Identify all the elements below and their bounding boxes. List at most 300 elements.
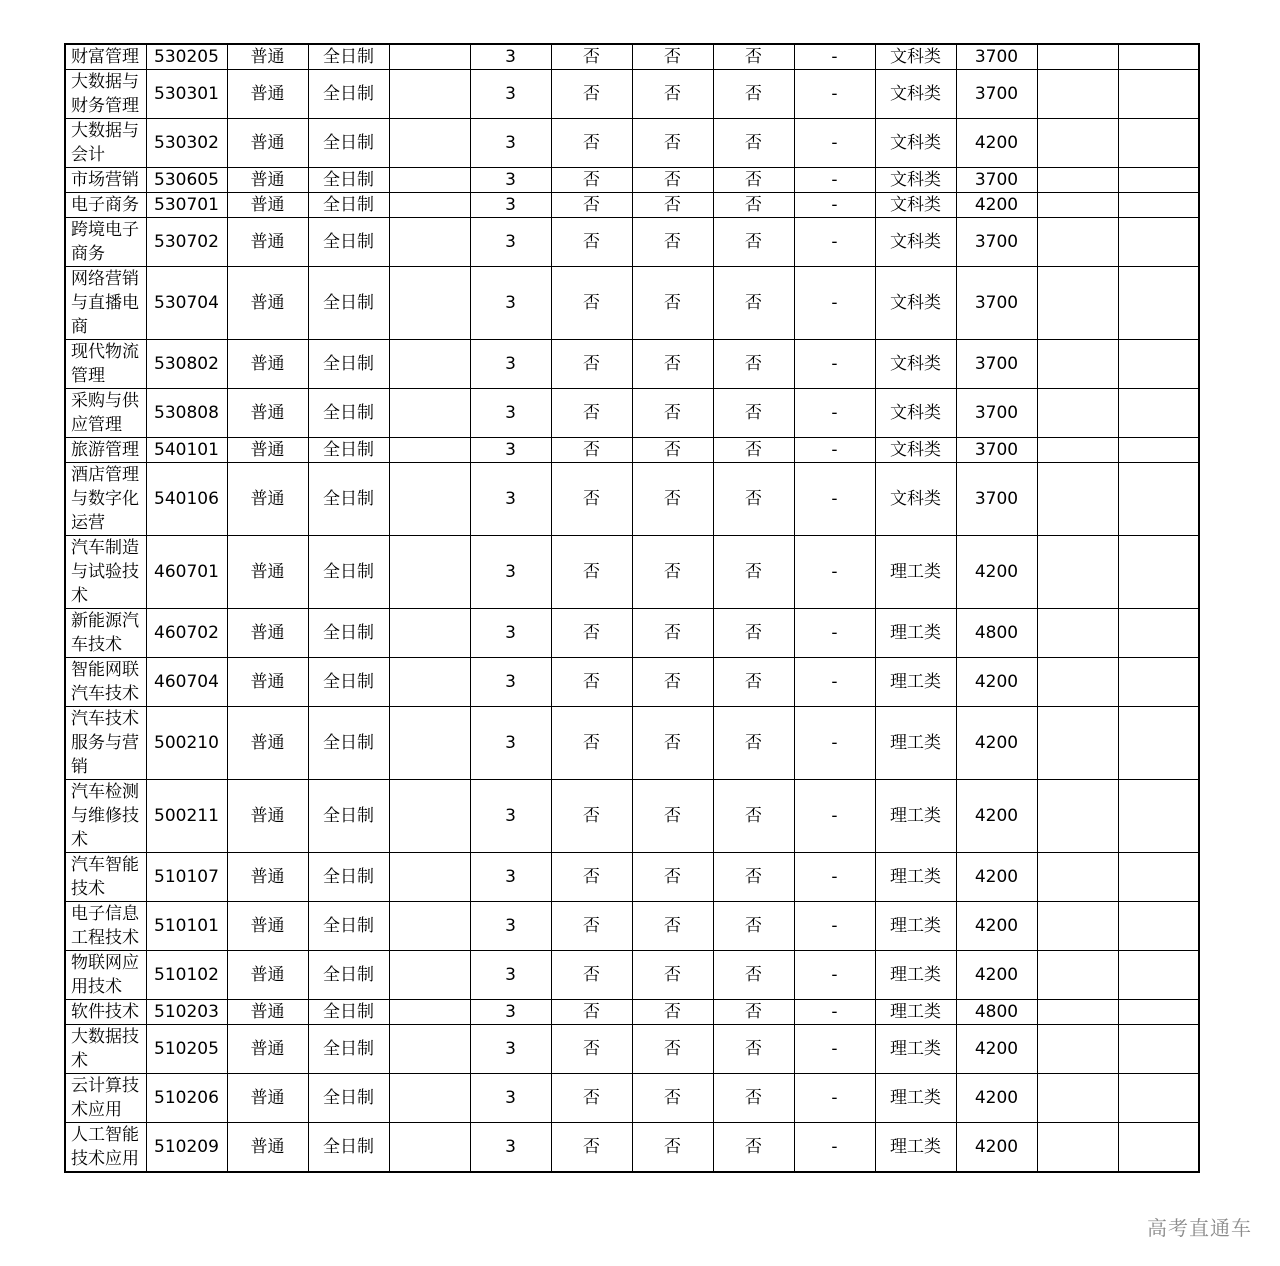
category-cell: 文科类 bbox=[875, 218, 956, 267]
extra1-cell bbox=[1037, 902, 1118, 951]
flag1-cell: 否 bbox=[551, 193, 632, 218]
program-type-cell: 普通 bbox=[227, 707, 308, 780]
program-type-cell: 普通 bbox=[227, 853, 308, 902]
flag1-cell: 否 bbox=[551, 609, 632, 658]
major-name-cell: 新能源汽车技术 bbox=[65, 609, 146, 658]
tuition-cell: 4800 bbox=[956, 609, 1037, 658]
duration-cell: 3 bbox=[470, 780, 551, 853]
category-cell: 理工类 bbox=[875, 707, 956, 780]
extra2-cell bbox=[1118, 1025, 1199, 1074]
flag1-cell: 否 bbox=[551, 438, 632, 463]
note-cell bbox=[389, 389, 470, 438]
flag2-cell: 否 bbox=[632, 218, 713, 267]
program-type-cell: 普通 bbox=[227, 267, 308, 340]
flag1-cell: 否 bbox=[551, 902, 632, 951]
extra2-cell bbox=[1118, 951, 1199, 1000]
flag3-cell: 否 bbox=[713, 44, 794, 70]
note-cell bbox=[389, 658, 470, 707]
major-code-cell: 510102 bbox=[146, 951, 227, 1000]
extra2-cell bbox=[1118, 340, 1199, 389]
tuition-cell: 4200 bbox=[956, 1025, 1037, 1074]
flag2-cell: 否 bbox=[632, 1123, 713, 1173]
flag1-cell: 否 bbox=[551, 658, 632, 707]
extra2-cell bbox=[1118, 1000, 1199, 1025]
table-row bbox=[65, 707, 1199, 780]
table-row bbox=[65, 1123, 1199, 1173]
tuition-cell: 3700 bbox=[956, 168, 1037, 193]
extra2-cell bbox=[1118, 389, 1199, 438]
tuition-cell: 4200 bbox=[956, 658, 1037, 707]
flag2-cell: 否 bbox=[632, 119, 713, 168]
category-cell: 理工类 bbox=[875, 609, 956, 658]
extra2-cell bbox=[1118, 438, 1199, 463]
flag3-cell: 否 bbox=[713, 340, 794, 389]
major-name-cell: 汽车智能技术 bbox=[65, 853, 146, 902]
table-row bbox=[65, 389, 1199, 438]
extra1-cell bbox=[1037, 340, 1118, 389]
flag3-cell: 否 bbox=[713, 1000, 794, 1025]
category-cell: 文科类 bbox=[875, 44, 956, 70]
extra2-cell bbox=[1118, 1074, 1199, 1123]
extra2-cell bbox=[1118, 609, 1199, 658]
study-mode-cell: 全日制 bbox=[308, 707, 389, 780]
flag1-cell: 否 bbox=[551, 119, 632, 168]
extra2-cell bbox=[1118, 70, 1199, 119]
note-cell bbox=[389, 1074, 470, 1123]
flag2-cell: 否 bbox=[632, 536, 713, 609]
major-code-cell: 510209 bbox=[146, 1123, 227, 1173]
major-code-cell: 540101 bbox=[146, 438, 227, 463]
dash-cell: - bbox=[794, 902, 875, 951]
program-type-cell: 普通 bbox=[227, 1025, 308, 1074]
duration-cell: 3 bbox=[470, 902, 551, 951]
study-mode-cell: 全日制 bbox=[308, 267, 389, 340]
tuition-cell: 4200 bbox=[956, 902, 1037, 951]
category-cell: 理工类 bbox=[875, 1000, 956, 1025]
extra1-cell bbox=[1037, 168, 1118, 193]
table-row bbox=[65, 340, 1199, 389]
flag3-cell: 否 bbox=[713, 168, 794, 193]
program-type-cell: 普通 bbox=[227, 609, 308, 658]
major-name-cell: 物联网应用技术 bbox=[65, 951, 146, 1000]
category-cell: 理工类 bbox=[875, 1123, 956, 1173]
flag2-cell: 否 bbox=[632, 438, 713, 463]
table-row bbox=[65, 438, 1199, 463]
duration-cell: 3 bbox=[470, 438, 551, 463]
major-name-cell: 软件技术 bbox=[65, 1000, 146, 1025]
flag3-cell: 否 bbox=[713, 1025, 794, 1074]
program-type-cell: 普通 bbox=[227, 168, 308, 193]
flag2-cell: 否 bbox=[632, 389, 713, 438]
dash-cell: - bbox=[794, 536, 875, 609]
major-name-cell: 汽车制造与试验技术 bbox=[65, 536, 146, 609]
duration-cell: 3 bbox=[470, 70, 551, 119]
major-name-cell: 市场营销 bbox=[65, 168, 146, 193]
extra1-cell bbox=[1037, 658, 1118, 707]
study-mode-cell: 全日制 bbox=[308, 119, 389, 168]
note-cell bbox=[389, 1123, 470, 1173]
dash-cell: - bbox=[794, 658, 875, 707]
flag2-cell: 否 bbox=[632, 853, 713, 902]
extra1-cell bbox=[1037, 218, 1118, 267]
major-code-cell: 510206 bbox=[146, 1074, 227, 1123]
flag3-cell: 否 bbox=[713, 609, 794, 658]
note-cell bbox=[389, 44, 470, 70]
flag3-cell: 否 bbox=[713, 1123, 794, 1173]
dash-cell: - bbox=[794, 168, 875, 193]
major-name-cell: 大数据技术 bbox=[65, 1025, 146, 1074]
tuition-cell: 3700 bbox=[956, 70, 1037, 119]
category-cell: 理工类 bbox=[875, 902, 956, 951]
flag3-cell: 否 bbox=[713, 438, 794, 463]
dash-cell: - bbox=[794, 438, 875, 463]
extra2-cell bbox=[1118, 218, 1199, 267]
duration-cell: 3 bbox=[470, 1074, 551, 1123]
flag1-cell: 否 bbox=[551, 267, 632, 340]
program-type-cell: 普通 bbox=[227, 119, 308, 168]
table-row bbox=[65, 902, 1199, 951]
flag2-cell: 否 bbox=[632, 44, 713, 70]
extra1-cell bbox=[1037, 44, 1118, 70]
major-name-cell: 云计算技术应用 bbox=[65, 1074, 146, 1123]
program-type-cell: 普通 bbox=[227, 951, 308, 1000]
flag2-cell: 否 bbox=[632, 707, 713, 780]
tuition-cell: 3700 bbox=[956, 218, 1037, 267]
program-type-cell: 普通 bbox=[227, 70, 308, 119]
major-code-cell: 510203 bbox=[146, 1000, 227, 1025]
program-type-cell: 普通 bbox=[227, 1123, 308, 1173]
tuition-cell: 4200 bbox=[956, 780, 1037, 853]
major-name-cell: 跨境电子商务 bbox=[65, 218, 146, 267]
flag2-cell: 否 bbox=[632, 658, 713, 707]
major-name-cell: 采购与供应管理 bbox=[65, 389, 146, 438]
dash-cell: - bbox=[794, 389, 875, 438]
note-cell bbox=[389, 902, 470, 951]
table-row bbox=[65, 44, 1199, 70]
category-cell: 理工类 bbox=[875, 780, 956, 853]
major-code-cell: 530302 bbox=[146, 119, 227, 168]
tuition-cell: 3700 bbox=[956, 340, 1037, 389]
study-mode-cell: 全日制 bbox=[308, 609, 389, 658]
table-row bbox=[65, 119, 1199, 168]
extra1-cell bbox=[1037, 853, 1118, 902]
program-type-cell: 普通 bbox=[227, 340, 308, 389]
extra1-cell bbox=[1037, 193, 1118, 218]
flag1-cell: 否 bbox=[551, 1025, 632, 1074]
table-row bbox=[65, 853, 1199, 902]
extra1-cell bbox=[1037, 1025, 1118, 1074]
study-mode-cell: 全日制 bbox=[308, 658, 389, 707]
note-cell bbox=[389, 438, 470, 463]
tuition-cell: 4200 bbox=[956, 707, 1037, 780]
flag3-cell: 否 bbox=[713, 780, 794, 853]
tuition-cell: 4200 bbox=[956, 1074, 1037, 1123]
dash-cell: - bbox=[794, 853, 875, 902]
major-code-cell: 530605 bbox=[146, 168, 227, 193]
extra1-cell bbox=[1037, 1000, 1118, 1025]
table-row bbox=[65, 70, 1199, 119]
major-name-cell: 财富管理 bbox=[65, 44, 146, 70]
major-code-cell: 460701 bbox=[146, 536, 227, 609]
flag3-cell: 否 bbox=[713, 707, 794, 780]
extra1-cell bbox=[1037, 1074, 1118, 1123]
flag3-cell: 否 bbox=[713, 218, 794, 267]
major-code-cell: 460702 bbox=[146, 609, 227, 658]
flag2-cell: 否 bbox=[632, 340, 713, 389]
note-cell bbox=[389, 951, 470, 1000]
duration-cell: 3 bbox=[470, 119, 551, 168]
note-cell bbox=[389, 340, 470, 389]
study-mode-cell: 全日制 bbox=[308, 536, 389, 609]
table-row bbox=[65, 267, 1199, 340]
tuition-cell: 4200 bbox=[956, 193, 1037, 218]
program-type-cell: 普通 bbox=[227, 658, 308, 707]
study-mode-cell: 全日制 bbox=[308, 44, 389, 70]
major-code-cell: 510107 bbox=[146, 853, 227, 902]
duration-cell: 3 bbox=[470, 1123, 551, 1173]
table-row bbox=[65, 1025, 1199, 1074]
flag2-cell: 否 bbox=[632, 1025, 713, 1074]
flag1-cell: 否 bbox=[551, 168, 632, 193]
duration-cell: 3 bbox=[470, 193, 551, 218]
extra2-cell bbox=[1118, 707, 1199, 780]
extra1-cell bbox=[1037, 70, 1118, 119]
major-code-cell: 510205 bbox=[146, 1025, 227, 1074]
flag1-cell: 否 bbox=[551, 780, 632, 853]
major-name-cell: 人工智能技术应用 bbox=[65, 1123, 146, 1173]
dash-cell: - bbox=[794, 609, 875, 658]
major-code-cell: 530205 bbox=[146, 44, 227, 70]
table-row bbox=[65, 658, 1199, 707]
major-name-cell: 大数据与会计 bbox=[65, 119, 146, 168]
major-code-cell: 530301 bbox=[146, 70, 227, 119]
tuition-cell: 4200 bbox=[956, 1123, 1037, 1173]
dash-cell: - bbox=[794, 218, 875, 267]
category-cell: 理工类 bbox=[875, 658, 956, 707]
tuition-cell: 3700 bbox=[956, 463, 1037, 536]
table-row bbox=[65, 218, 1199, 267]
table-row bbox=[65, 1074, 1199, 1123]
duration-cell: 3 bbox=[470, 168, 551, 193]
flag3-cell: 否 bbox=[713, 193, 794, 218]
note-cell bbox=[389, 168, 470, 193]
program-type-cell: 普通 bbox=[227, 536, 308, 609]
category-cell: 文科类 bbox=[875, 267, 956, 340]
category-cell: 理工类 bbox=[875, 951, 956, 1000]
major-code-cell: 540106 bbox=[146, 463, 227, 536]
flag1-cell: 否 bbox=[551, 70, 632, 119]
program-type-cell: 普通 bbox=[227, 780, 308, 853]
tuition-cell: 3700 bbox=[956, 267, 1037, 340]
tuition-cell: 4200 bbox=[956, 951, 1037, 1000]
extra1-cell bbox=[1037, 463, 1118, 536]
extra2-cell bbox=[1118, 902, 1199, 951]
table-body bbox=[65, 44, 1199, 1172]
program-type-cell: 普通 bbox=[227, 218, 308, 267]
flag2-cell: 否 bbox=[632, 193, 713, 218]
major-name-cell: 旅游管理 bbox=[65, 438, 146, 463]
dash-cell: - bbox=[794, 780, 875, 853]
extra2-cell bbox=[1118, 536, 1199, 609]
flag1-cell: 否 bbox=[551, 853, 632, 902]
flag1-cell: 否 bbox=[551, 536, 632, 609]
note-cell bbox=[389, 119, 470, 168]
flag1-cell: 否 bbox=[551, 1123, 632, 1173]
note-cell bbox=[389, 707, 470, 780]
note-cell bbox=[389, 609, 470, 658]
extra1-cell bbox=[1037, 609, 1118, 658]
flag3-cell: 否 bbox=[713, 536, 794, 609]
extra2-cell bbox=[1118, 267, 1199, 340]
study-mode-cell: 全日制 bbox=[308, 1123, 389, 1173]
duration-cell: 3 bbox=[470, 463, 551, 536]
extra1-cell bbox=[1037, 1123, 1118, 1173]
flag3-cell: 否 bbox=[713, 1074, 794, 1123]
dash-cell: - bbox=[794, 119, 875, 168]
flag3-cell: 否 bbox=[713, 463, 794, 536]
extra1-cell bbox=[1037, 267, 1118, 340]
study-mode-cell: 全日制 bbox=[308, 1000, 389, 1025]
major-code-cell: 530802 bbox=[146, 340, 227, 389]
category-cell: 理工类 bbox=[875, 1025, 956, 1074]
major-code-cell: 530704 bbox=[146, 267, 227, 340]
extra1-cell bbox=[1037, 119, 1118, 168]
major-name-cell: 网络营销与直播电商 bbox=[65, 267, 146, 340]
flag2-cell: 否 bbox=[632, 951, 713, 1000]
dash-cell: - bbox=[794, 1074, 875, 1123]
table-row bbox=[65, 780, 1199, 853]
duration-cell: 3 bbox=[470, 267, 551, 340]
dash-cell: - bbox=[794, 44, 875, 70]
note-cell bbox=[389, 463, 470, 536]
dash-cell: - bbox=[794, 1123, 875, 1173]
extra2-cell bbox=[1118, 168, 1199, 193]
study-mode-cell: 全日制 bbox=[308, 193, 389, 218]
duration-cell: 3 bbox=[470, 389, 551, 438]
major-code-cell: 460704 bbox=[146, 658, 227, 707]
flag2-cell: 否 bbox=[632, 1000, 713, 1025]
note-cell bbox=[389, 218, 470, 267]
major-name-cell: 酒店管理与数字化运营 bbox=[65, 463, 146, 536]
dash-cell: - bbox=[794, 193, 875, 218]
major-name-cell: 智能网联汽车技术 bbox=[65, 658, 146, 707]
dash-cell: - bbox=[794, 1025, 875, 1074]
extra2-cell bbox=[1118, 463, 1199, 536]
category-cell: 理工类 bbox=[875, 536, 956, 609]
program-type-cell: 普通 bbox=[227, 902, 308, 951]
dash-cell: - bbox=[794, 951, 875, 1000]
major-name-cell: 现代物流管理 bbox=[65, 340, 146, 389]
extra1-cell bbox=[1037, 707, 1118, 780]
category-cell: 文科类 bbox=[875, 389, 956, 438]
flag3-cell: 否 bbox=[713, 70, 794, 119]
flag1-cell: 否 bbox=[551, 389, 632, 438]
study-mode-cell: 全日制 bbox=[308, 1025, 389, 1074]
note-cell bbox=[389, 70, 470, 119]
study-mode-cell: 全日制 bbox=[308, 902, 389, 951]
flag1-cell: 否 bbox=[551, 1074, 632, 1123]
extra2-cell bbox=[1118, 780, 1199, 853]
flag3-cell: 否 bbox=[713, 267, 794, 340]
watermark-text: 高考直通车 bbox=[1147, 1216, 1252, 1240]
flag2-cell: 否 bbox=[632, 609, 713, 658]
extra2-cell bbox=[1118, 44, 1199, 70]
tuition-cell: 3700 bbox=[956, 389, 1037, 438]
flag1-cell: 否 bbox=[551, 463, 632, 536]
flag1-cell: 否 bbox=[551, 44, 632, 70]
major-code-cell: 530702 bbox=[146, 218, 227, 267]
flag1-cell: 否 bbox=[551, 707, 632, 780]
study-mode-cell: 全日制 bbox=[308, 168, 389, 193]
major-name-cell: 电子信息工程技术 bbox=[65, 902, 146, 951]
flag1-cell: 否 bbox=[551, 340, 632, 389]
category-cell: 文科类 bbox=[875, 340, 956, 389]
study-mode-cell: 全日制 bbox=[308, 1074, 389, 1123]
flag2-cell: 否 bbox=[632, 902, 713, 951]
flag1-cell: 否 bbox=[551, 218, 632, 267]
table-row bbox=[65, 1000, 1199, 1025]
extra1-cell bbox=[1037, 951, 1118, 1000]
program-type-cell: 普通 bbox=[227, 389, 308, 438]
study-mode-cell: 全日制 bbox=[308, 218, 389, 267]
major-code-cell: 500210 bbox=[146, 707, 227, 780]
flag2-cell: 否 bbox=[632, 463, 713, 536]
study-mode-cell: 全日制 bbox=[308, 70, 389, 119]
extra1-cell bbox=[1037, 438, 1118, 463]
study-mode-cell: 全日制 bbox=[308, 853, 389, 902]
note-cell bbox=[389, 1000, 470, 1025]
extra2-cell bbox=[1118, 853, 1199, 902]
dash-cell: - bbox=[794, 340, 875, 389]
extra2-cell bbox=[1118, 193, 1199, 218]
program-type-cell: 普通 bbox=[227, 44, 308, 70]
duration-cell: 3 bbox=[470, 340, 551, 389]
flag3-cell: 否 bbox=[713, 853, 794, 902]
table-row bbox=[65, 193, 1199, 218]
program-type-cell: 普通 bbox=[227, 1074, 308, 1123]
note-cell bbox=[389, 536, 470, 609]
flag3-cell: 否 bbox=[713, 119, 794, 168]
duration-cell: 3 bbox=[470, 44, 551, 70]
note-cell bbox=[389, 193, 470, 218]
duration-cell: 3 bbox=[470, 658, 551, 707]
note-cell bbox=[389, 267, 470, 340]
tuition-cell: 4800 bbox=[956, 1000, 1037, 1025]
table-row bbox=[65, 951, 1199, 1000]
note-cell bbox=[389, 780, 470, 853]
duration-cell: 3 bbox=[470, 951, 551, 1000]
category-cell: 理工类 bbox=[875, 853, 956, 902]
study-mode-cell: 全日制 bbox=[308, 463, 389, 536]
duration-cell: 3 bbox=[470, 853, 551, 902]
flag1-cell: 否 bbox=[551, 951, 632, 1000]
study-mode-cell: 全日制 bbox=[308, 389, 389, 438]
tuition-cell: 3700 bbox=[956, 44, 1037, 70]
extra1-cell bbox=[1037, 389, 1118, 438]
duration-cell: 3 bbox=[470, 218, 551, 267]
major-name-cell: 汽车技术服务与营销 bbox=[65, 707, 146, 780]
duration-cell: 3 bbox=[470, 707, 551, 780]
flag3-cell: 否 bbox=[713, 389, 794, 438]
duration-cell: 3 bbox=[470, 609, 551, 658]
admissions-table-container bbox=[64, 43, 1200, 1173]
duration-cell: 3 bbox=[470, 1000, 551, 1025]
dash-cell: - bbox=[794, 707, 875, 780]
note-cell bbox=[389, 853, 470, 902]
flag2-cell: 否 bbox=[632, 267, 713, 340]
tuition-cell: 4200 bbox=[956, 536, 1037, 609]
table-row bbox=[65, 536, 1199, 609]
